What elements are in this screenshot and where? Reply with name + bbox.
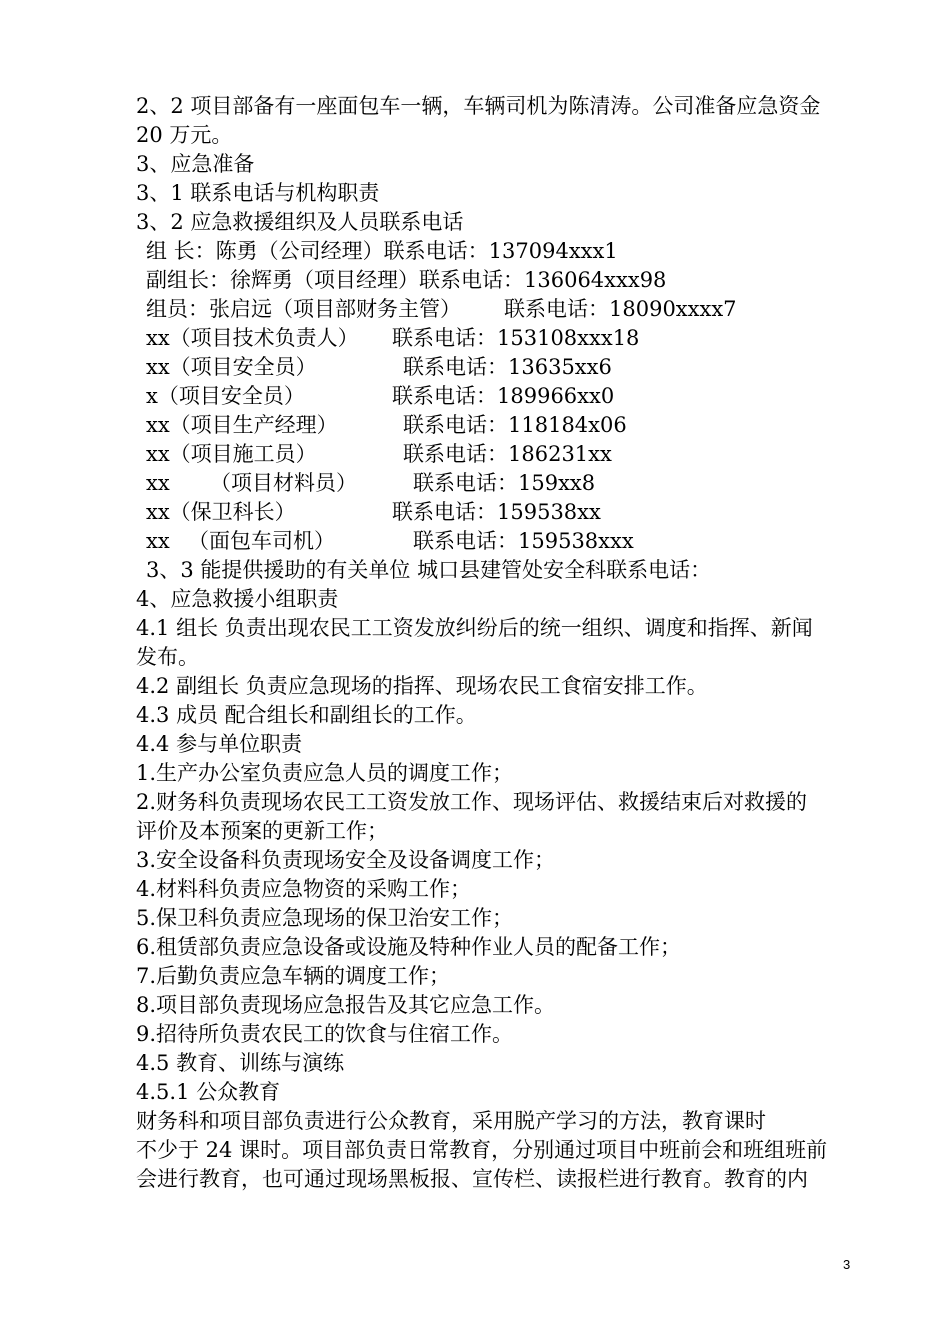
page-number: 3 [843, 1257, 851, 1272]
section-heading: 3、应急准备 [136, 152, 255, 176]
list-item: 9.招待所负责农民工的饮食与住宿工作。 [136, 1022, 514, 1046]
list-item-continuation: 评价及本预案的更新工作； [136, 819, 388, 843]
paragraph-line: 财务科和项目部负责进行公众教育，采用脱产学习的方法，教育课时 [136, 1109, 766, 1133]
contact-member-name: xx（项目施工员） [146, 442, 317, 466]
contact-member-name: xx（项目生产经理） [146, 413, 338, 437]
list-item: 6.租赁部负责应急设备或设施及特种作业人员的配备工作； [136, 935, 682, 959]
contact-member-phone: 联系电话：159538xxx [413, 529, 634, 553]
contact-member-phone: 联系电话：18090xxxx7 [504, 297, 737, 321]
list-item: 2.财务科负责现场农民工工资发放工作、现场评估、救援结束后对救援的 [136, 790, 808, 814]
contact-member-phone: 联系电话：118184x06 [403, 413, 627, 437]
list-item: 8.项目部负责现场应急报告及其它应急工作。 [136, 993, 556, 1017]
contact-member-name: xx（项目技术负责人） [146, 326, 359, 350]
section-heading: 3、3 能提供援助的有关单位 城口县建管处安全科联系电话： [146, 558, 712, 582]
list-item: 4.材料科负责应急物资的采购工作； [136, 877, 472, 901]
list-item: 7.后勤负责应急车辆的调度工作； [136, 964, 451, 988]
contact-member-phone: 联系电话：153108xxx18 [392, 326, 640, 350]
contact-deputy-leader: 副组长：徐辉勇（项目经理）联系电话：136064xxx98 [146, 268, 667, 292]
section-heading: 3、1 联系电话与机构职责 [136, 181, 380, 205]
paragraph-line: 不少于 24 课时。项目部负责日常教育，分别通过项目中班前会和班组班前 [136, 1138, 828, 1162]
contact-member-name: x（项目安全员） [146, 384, 305, 408]
contact-member-name: xx（保卫科长） [146, 500, 296, 524]
paragraph-line: 4.2 副组长 负责应急现场的指挥、现场农民工食宿安排工作。 [136, 674, 708, 698]
contact-member-name: 组员：张启远（项目部财务主管） [146, 297, 461, 321]
section-heading: 4.4 参与单位职责 [136, 732, 303, 756]
contact-member-name: xx [146, 529, 170, 553]
contact-member-phone: 联系电话：159538xx [392, 500, 601, 524]
contact-leader: 组 长：陈勇（公司经理）联系电话：137094xxx1 [146, 239, 618, 263]
paragraph-line: 4.1 组长 负责出现农民工工资发放纠纷后的统一组织、调度和指挥、新闻 [136, 616, 813, 640]
paragraph-line: 2、2 项目部备有一座面包车一辆，车辆司机为陈清涛。公司准备应急资金 [136, 94, 821, 118]
section-heading: 4.5.1 公众教育 [136, 1080, 281, 1104]
section-heading: 3、2 应急救援组织及人员联系电话 [136, 210, 464, 234]
section-heading: 4.5 教育、训练与演练 [136, 1051, 345, 1075]
section-heading: 4、应急救援小组职责 [136, 587, 339, 611]
contact-member-name: xx（项目安全员） [146, 355, 317, 379]
contact-member-name: xx [146, 471, 170, 495]
paragraph-line: 发布。 [136, 645, 199, 669]
contact-member-role: （项目材料员） [210, 471, 357, 495]
paragraph-line: 会进行教育，也可通过现场黑板报、宣传栏、读报栏进行教育。教育的内 [136, 1167, 808, 1191]
paragraph-line: 20 万元。 [136, 123, 233, 147]
list-item: 1.生产办公室负责应急人员的调度工作； [136, 761, 514, 785]
contact-member-role: （面包车司机） [188, 529, 335, 553]
paragraph-line: 4.3 成员 配合组长和副组长的工作。 [136, 703, 477, 727]
contact-member-phone: 联系电话：159xx8 [413, 471, 596, 495]
contact-member-phone: 联系电话：13635xx6 [403, 355, 612, 379]
list-item: 3.安全设备科负责现场安全及设备调度工作； [136, 848, 556, 872]
list-item: 5.保卫科负责应急现场的保卫治安工作； [136, 906, 514, 930]
contact-member-phone: 联系电话：189966xx0 [392, 384, 615, 408]
contact-member-phone: 联系电话：186231xx [403, 442, 612, 466]
